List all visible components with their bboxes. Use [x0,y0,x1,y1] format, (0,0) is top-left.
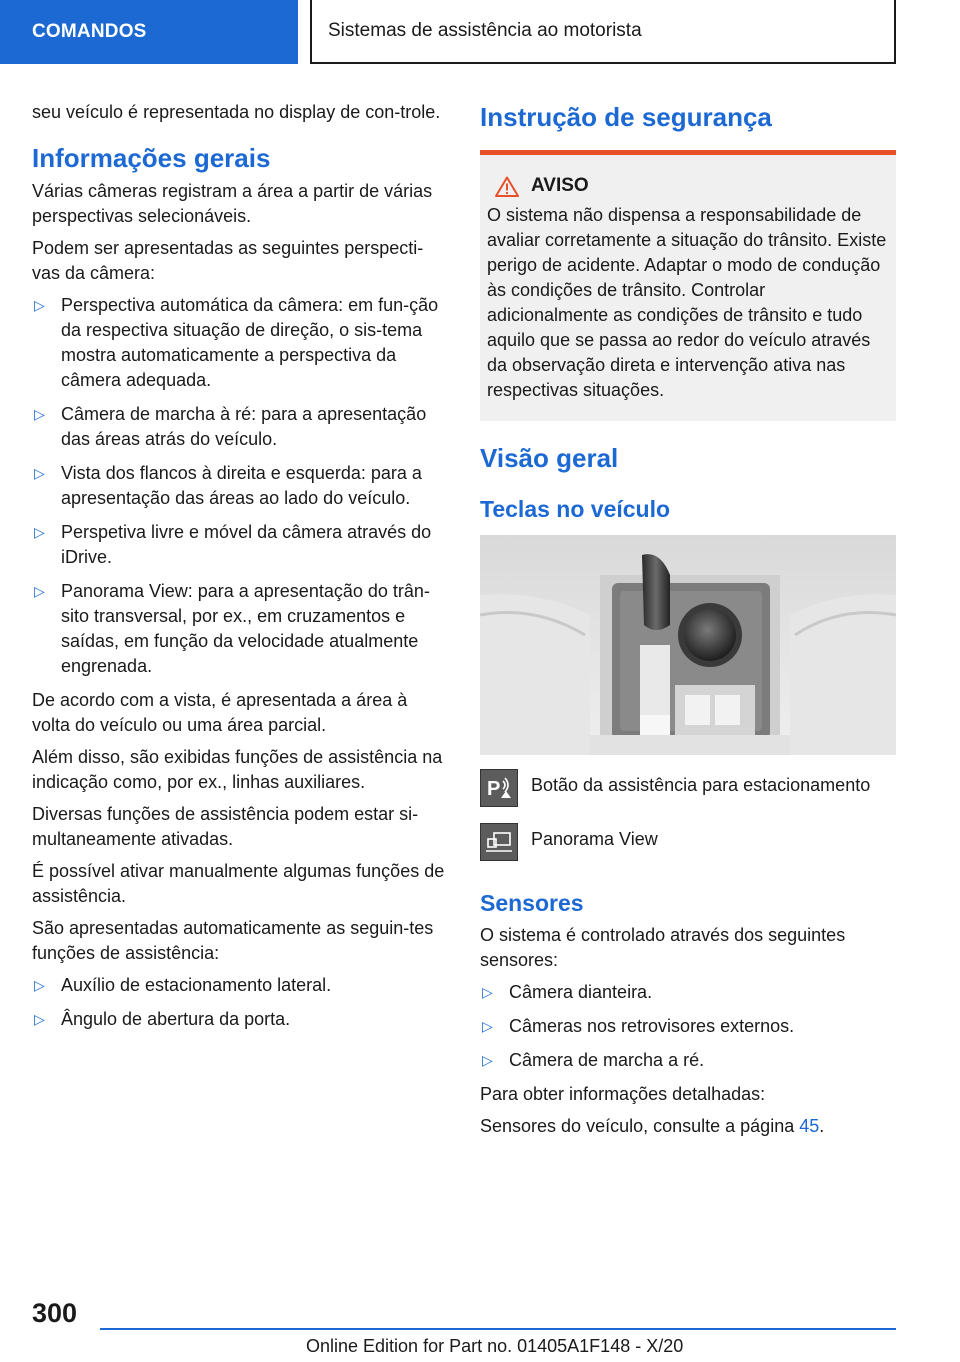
auto-functions-list [32,973,448,1032]
bullet-triangle-icon: ▷ [34,406,45,422]
bullet-triangle-icon: ▷ [34,583,45,599]
paragraph: São apresentadas automaticamente as seguin-tes funções de assistência: [32,918,434,963]
key-row [480,827,896,861]
list-item: ▷ Vista dos flancos à direita e esquerda: para a apresentação das áreas ao lado do veículo. [34,463,422,508]
safety-heading: Instrução de segurança [480,102,772,132]
keys-heading: Teclas no veículo [480,496,671,522]
panorama-view-icon [480,823,518,861]
list-item: ▷ Câmera de marcha à ré: para a apresentação das áreas atrás do veículo. [34,404,427,449]
list-item: ▷ Câmera dianteira. [482,982,653,1002]
bullet-triangle-icon: ▷ [34,524,45,540]
warning-triangle-icon [495,176,519,197]
page-reference: Sensores do veículo, consulte a página 45. [480,1116,825,1136]
overview-heading: Visão geral [480,443,619,473]
paragraph: Diversas funções de assistência podem estar si-multaneamente ativadas. [32,804,419,849]
paragraph: Podem ser apresentadas as seguintes perspecti-vas da câmera: [32,238,424,283]
svg-text:P: P [487,778,501,800]
right-column [480,100,896,1146]
list-item: ▷ Auxílio de estacionamento lateral. [34,975,332,995]
section-tab: COMANDOS [0,0,298,64]
bullet-triangle-icon: ▷ [34,297,45,313]
paragraph: Várias câmeras registram a área a partir de várias perspectivas selecionáveis. [32,181,433,226]
list-item: ▷ Câmera de marcha a ré. [482,1050,705,1070]
paragraph: Além disso, são exibidas funções de assistência na indicação como, por ex., linhas auxiliares. [32,747,443,792]
bullet-triangle-icon: ▷ [34,1011,45,1027]
perspectives-list [32,293,448,679]
sensors-heading: Sensores [480,890,584,916]
left-column [32,100,448,1041]
park-assist-icon [480,769,518,807]
intro-text: seu veículo é representada no display de con-trole. [32,102,441,122]
key-label: Panorama View [531,829,658,849]
list-item: ▷ Câmeras nos retrovisores externos. [482,1016,795,1036]
bullet-triangle-icon: ▷ [482,1052,493,1068]
page-number: 300 [32,1298,78,1328]
footer-rule [100,1328,896,1330]
paragraph: É possível ativar manualmente algumas funções de assistência. [32,861,445,906]
warning-header [487,175,888,197]
warning-box [480,150,896,421]
paragraph: Para obter informações detalhadas: [480,1084,766,1104]
key-label: Botão da assistência para estacionamento [531,775,871,795]
warning-label: AVISO [531,175,589,196]
paragraph: O sistema é controlado através dos seguintes sensores: [480,925,846,970]
warning-text: O sistema não dispensa a responsabilidade de avaliar corretamente a situação do trânsito. Existe perigo de acidente. Adaptar o modo de condução às condições de trânsito. Controlar adicionalmente as condições de trânsito e tudo aquilo que se passa ao redor do veículo através da observação direta e intervenção ativa nas respectivas situações. [487,205,887,400]
bullet-triangle-icon: ▷ [482,1018,493,1034]
key-row [480,773,896,807]
chapter-title: Sistemas de assistência ao motorista [310,0,896,64]
bullet-triangle-icon: ▷ [34,465,45,481]
sensors-list [480,980,896,1073]
list-item: ▷ Ângulo de abertura da porta. [34,1009,291,1029]
center-console-photo [480,535,896,755]
paragraph: De acordo com a vista, é apresentada a área à volta do veículo ou uma área parcial. [32,690,408,735]
list-item: ▷ Perspectiva automática da câmera: em fun-ção da respectiva situação de direção, o sis-tema mostra automaticamente a perspectiva da câmera adequada. [34,295,439,390]
list-item: ▷ Perspetiva livre e móvel da câmera através do iDrive. [34,522,432,567]
list-item: ▷ Panorama View: para a apresentação do trân-sito transversal, por ex., em cruzamentos e saídas, em função da velocidade atualmente engrenada. [34,581,430,676]
page-link[interactable]: 45 [799,1116,820,1136]
footer-edition: Online Edition for Part no. 01405A1F148 - X/20 [306,1336,684,1356]
bullet-triangle-icon: ▷ [34,977,45,993]
bullet-triangle-icon: ▷ [482,984,493,1000]
general-heading: Informações gerais [32,143,271,173]
